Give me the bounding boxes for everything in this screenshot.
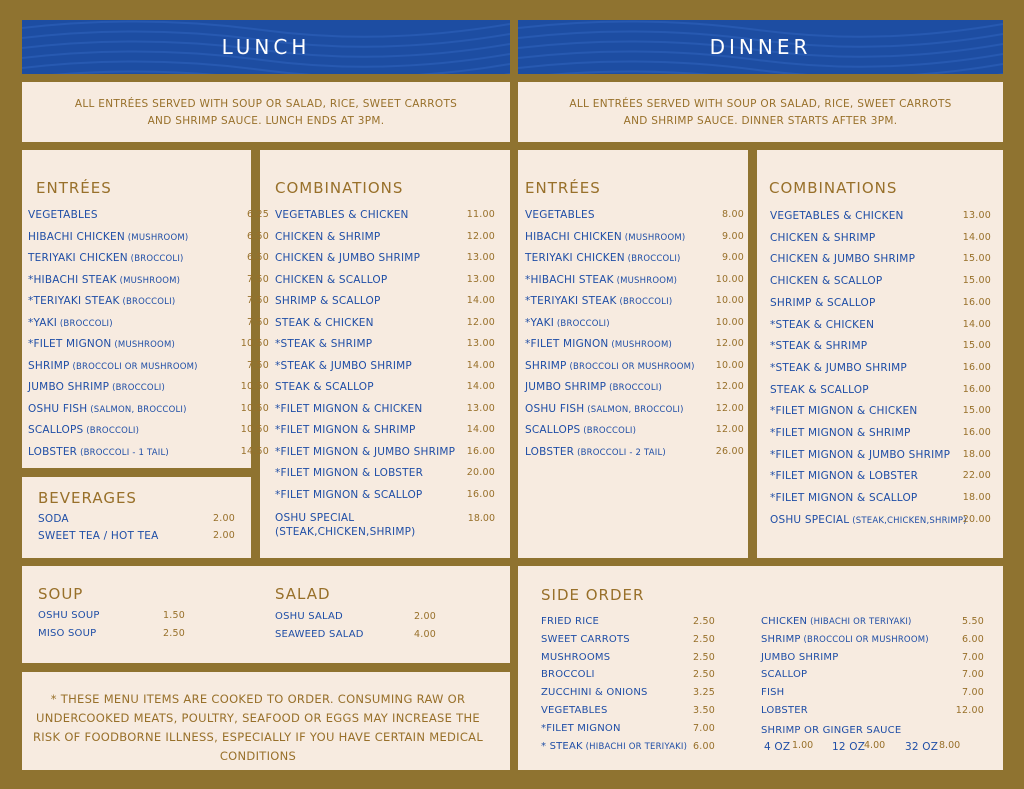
item-price: 5.50 bbox=[962, 616, 984, 627]
item-name: *TERIYAKI STEAK (BROCCOLI) bbox=[28, 295, 176, 307]
item-price: 26.00 bbox=[715, 445, 744, 457]
item-detail: (BROCCOLI) bbox=[606, 383, 662, 393]
dinner-entree-item bbox=[525, 272, 745, 288]
dinner-title: DINNER bbox=[709, 35, 812, 59]
item-price: 10.50 bbox=[240, 381, 269, 392]
item-price: 14.00 bbox=[962, 231, 991, 243]
item-price: 13.00 bbox=[466, 338, 495, 349]
dinner-combination-item bbox=[770, 230, 995, 246]
lunch-header bbox=[22, 20, 510, 74]
item-price: 20.00 bbox=[962, 513, 991, 525]
dinner-entree-item bbox=[525, 207, 745, 223]
item-name: *FILET MIGNON (MUSHROOM) bbox=[28, 338, 175, 350]
item-price: 20.00 bbox=[466, 467, 495, 478]
item-name: *FILET MIGNON & JUMBO SHRIMP bbox=[770, 448, 951, 461]
lunch-combination-item bbox=[275, 358, 505, 374]
item-name: *FILET MIGNON & CHICKEN bbox=[275, 402, 423, 415]
item-detail: (MUSHROOM) bbox=[124, 232, 189, 243]
item-name: *FILET MIGNON & LOBSTER bbox=[770, 470, 919, 483]
item-name: *STEAK & SHRIMP bbox=[770, 340, 868, 353]
side-order-item bbox=[541, 721, 721, 737]
item-price: 6.50 bbox=[247, 230, 269, 242]
item-name: OSHU SOUP bbox=[38, 610, 100, 621]
item-detail: (STEAK,CHICKEN,SHRIMP) bbox=[849, 515, 967, 526]
lunch-combination-item bbox=[275, 272, 505, 288]
side-order-item bbox=[541, 650, 721, 666]
item-price: 13.00 bbox=[962, 210, 991, 221]
dinner-entrees-title: ENTRÉES bbox=[525, 179, 601, 197]
lunch-combination-item bbox=[275, 444, 505, 460]
item-price: 13.00 bbox=[466, 273, 495, 285]
item-price: 14.00 bbox=[962, 318, 991, 330]
side-order-item bbox=[541, 632, 721, 648]
item-name: BROCCOLI bbox=[541, 669, 595, 681]
lunch-entree-item bbox=[28, 272, 269, 288]
dinner-combination-item bbox=[770, 403, 995, 419]
item-name: LOBSTER (BROCCOLI - 1 TAIL) bbox=[28, 445, 169, 458]
item-name: *FILET MIGNON & LOBSTER bbox=[275, 467, 424, 479]
dinner-header bbox=[518, 20, 1003, 74]
item-name: HIBACHI CHICKEN (MUSHROOM) bbox=[28, 230, 189, 243]
side-order-item bbox=[541, 685, 721, 701]
item-name: SWEET TEA / HOT TEA bbox=[38, 529, 159, 542]
item-price: 10.00 bbox=[715, 295, 744, 306]
item-detail: (HIBACHI OR TERIYAKI) bbox=[582, 741, 688, 752]
lunch-title: LUNCH bbox=[221, 35, 311, 59]
dinner-combination-item bbox=[770, 468, 995, 484]
item-price: 16.00 bbox=[962, 361, 991, 373]
item-price: 7.50 bbox=[247, 295, 269, 306]
item-price: 14.00 bbox=[466, 381, 495, 392]
item-price: 7.00 bbox=[962, 669, 984, 681]
lunch-entree-item bbox=[28, 207, 269, 223]
lunch-combinations-title: COMBINATIONS bbox=[275, 179, 404, 197]
item-name: VEGETABLES & CHICKEN bbox=[275, 209, 409, 221]
lunch-combination-item bbox=[275, 336, 505, 352]
item-price: 16.00 bbox=[962, 296, 991, 308]
item-name: CHICKEN & SHRIMP bbox=[770, 231, 876, 244]
item-price: 9.00 bbox=[722, 230, 744, 242]
item-detail: (BROCCOLI) bbox=[554, 318, 610, 329]
item-detail: (MUSHROOM) bbox=[613, 275, 678, 286]
salad-item bbox=[275, 609, 445, 625]
item-price: 12.00 bbox=[715, 338, 744, 349]
item-detail: (SALMON, BROCCOLI) bbox=[87, 404, 187, 415]
item-price: 6.00 bbox=[693, 740, 715, 752]
dinner-combination-item bbox=[770, 295, 995, 311]
item-name: SCALLOP bbox=[761, 669, 808, 681]
dinner-combination-item bbox=[770, 338, 995, 354]
lunch-entree-item bbox=[28, 336, 269, 352]
item-detail: (SALMON, BROCCOLI) bbox=[584, 404, 684, 415]
item-detail: (BROCCOLI) bbox=[109, 383, 165, 393]
item-name: *YAKI (BROCCOLI) bbox=[28, 316, 113, 329]
item-price: 12.00 bbox=[715, 424, 744, 435]
salad-item bbox=[275, 627, 445, 643]
dinner-combination-item bbox=[770, 251, 995, 267]
item-price: 14.50 bbox=[240, 445, 269, 457]
item-price: 18.00 bbox=[962, 448, 991, 460]
item-price: 11.00 bbox=[466, 209, 495, 220]
item-detail: (MUSHROOM) bbox=[116, 275, 181, 286]
side-order-item bbox=[541, 703, 721, 719]
dinner-entree-item bbox=[525, 336, 745, 352]
item-detail: (HIBACHI OR TERIYAKI) bbox=[807, 617, 912, 627]
item-detail: (BROCCOLI) bbox=[624, 254, 681, 264]
item-detail: (BROCCOLI) bbox=[83, 426, 140, 436]
item-name: SCALLOPS (BROCCOLI) bbox=[28, 424, 140, 436]
sauce-size-12oz: 12 OZ bbox=[832, 741, 866, 753]
item-price: 15.00 bbox=[962, 275, 991, 287]
item-name: JUMBO SHRIMP (BROCCOLI) bbox=[28, 381, 165, 393]
item-price: 18.00 bbox=[962, 492, 991, 504]
item-detail: (BROCCOLI) bbox=[616, 297, 673, 307]
item-price: 2.00 bbox=[213, 513, 235, 524]
item-price: 12.00 bbox=[715, 381, 744, 392]
side-order-item bbox=[761, 703, 991, 719]
item-name: SCALLOPS (BROCCOLI) bbox=[525, 424, 637, 436]
beverage-item bbox=[38, 528, 238, 544]
sauce-price-12oz: 4.00 bbox=[864, 740, 886, 751]
dinner-combination-item bbox=[770, 447, 995, 463]
dinner-entree-item bbox=[525, 293, 745, 309]
dinner-combination-item bbox=[770, 208, 995, 224]
item-price: 13.00 bbox=[466, 252, 495, 263]
dinner-entree-item bbox=[525, 379, 745, 395]
item-price: 6.00 bbox=[962, 633, 984, 645]
lunch-entree-item bbox=[28, 401, 269, 417]
lunch-entree-item bbox=[28, 293, 269, 309]
item-price: 12.00 bbox=[955, 705, 984, 716]
item-detail: (BROCCOLI) bbox=[127, 254, 184, 264]
item-price: 6.25 bbox=[247, 209, 269, 220]
item-name: *FILET MIGNON & SHRIMP bbox=[275, 424, 416, 436]
side-order-item bbox=[541, 614, 721, 630]
item-name: CHICKEN & SCALLOP bbox=[275, 273, 388, 286]
beverages-title: BEVERAGES bbox=[38, 489, 137, 507]
item-detail: (BROCCOLI OR MUSHROOM) bbox=[566, 361, 695, 372]
item-name: CHICKEN & SHRIMP bbox=[275, 230, 381, 243]
lunch-entree-item bbox=[28, 315, 269, 331]
item-price: 16.00 bbox=[962, 427, 991, 438]
item-price: 12.00 bbox=[466, 316, 495, 328]
side-order-item bbox=[761, 685, 991, 701]
lunch-combination-item bbox=[275, 487, 505, 503]
item-name: OSHU SPECIAL (STEAK,CHICKEN,SHRIMP) bbox=[770, 513, 967, 526]
item-price: 10.50 bbox=[240, 424, 269, 435]
dinner-note-panel bbox=[518, 82, 1003, 142]
soup-item bbox=[38, 608, 198, 624]
dinner-combination-item bbox=[770, 512, 995, 528]
beverage-item bbox=[38, 511, 238, 527]
lunch-combination-item bbox=[275, 229, 505, 245]
footnote-text: * THESE MENU ITEMS ARE COOKED TO ORDER. CONSUMING RAW OR UNDERCOOKED MEATS, POULTRY, SEAFOOD OR EGGS MAY INCREASE THE RISK OF FOODBORNE ILLNESS, ESPECIALLY IF YOU HAVE CERTAIN MEDICAL CONDITIONS bbox=[32, 692, 484, 763]
dinner-combination-item bbox=[770, 317, 995, 333]
item-name: TERIYAKI CHICKEN (BROCCOLI) bbox=[525, 252, 681, 264]
item-price: 14.00 bbox=[466, 424, 495, 435]
dinner-entree-item bbox=[525, 229, 745, 245]
item-price: 2.50 bbox=[693, 651, 715, 663]
item-price: 7.50 bbox=[247, 359, 269, 371]
item-price: 2.50 bbox=[693, 669, 715, 681]
item-name: *STEAK & CHICKEN bbox=[770, 318, 875, 331]
dinner-combination-item bbox=[770, 273, 995, 289]
item-detail: (MUSHROOM) bbox=[621, 232, 686, 243]
lunch-combination-item bbox=[275, 465, 505, 481]
dinner-entree-item bbox=[525, 401, 745, 417]
item-name: VEGETABLES bbox=[28, 209, 98, 221]
item-name: LOBSTER (BROCCOLI - 2 TAIL) bbox=[525, 445, 666, 458]
item-name: MUSHROOMS bbox=[541, 651, 611, 663]
side-order-item bbox=[761, 614, 991, 630]
item-price: 8.00 bbox=[722, 209, 744, 220]
item-price: 9.00 bbox=[722, 252, 744, 263]
dinner-combination-item bbox=[770, 382, 995, 398]
soup-title: SOUP bbox=[38, 585, 84, 603]
item-price: 13.00 bbox=[466, 402, 495, 414]
item-name: STEAK & SCALLOP bbox=[275, 381, 374, 393]
item-price: 15.00 bbox=[962, 253, 991, 265]
item-name: *HIBACHI STEAK (MUSHROOM) bbox=[525, 273, 678, 286]
item-name: STEAK & CHICKEN bbox=[275, 316, 374, 329]
item-name: JUMBO SHRIMP bbox=[761, 651, 839, 663]
item-price: 10.50 bbox=[240, 402, 269, 414]
salad-title: SALAD bbox=[275, 585, 331, 603]
item-name: *FILET MIGNON (MUSHROOM) bbox=[525, 338, 672, 350]
item-price: 2.00 bbox=[213, 529, 235, 541]
item-name: OSHU SALAD bbox=[275, 611, 343, 622]
item-price: 22.00 bbox=[962, 470, 991, 482]
item-detail: (BROCCOLI OR MUSHROOM) bbox=[69, 361, 198, 372]
lunch-special-price: 18.00 bbox=[467, 513, 495, 524]
lunch-entree-item bbox=[28, 444, 269, 460]
lunch-entree-item bbox=[28, 229, 269, 245]
item-name: CHICKEN & SCALLOP bbox=[770, 275, 883, 288]
item-price: 15.00 bbox=[962, 405, 991, 417]
item-name: SEAWEED SALAD bbox=[275, 629, 364, 640]
lunch-entree-item bbox=[28, 250, 269, 266]
item-price: 2.00 bbox=[414, 611, 436, 622]
item-name: VEGETABLES & CHICKEN bbox=[770, 210, 904, 222]
item-price: 14.00 bbox=[466, 295, 495, 306]
lunch-combination-item bbox=[275, 207, 505, 223]
side-order-item bbox=[541, 739, 721, 755]
sauce-size-32oz: 32 OZ bbox=[905, 741, 939, 753]
item-price: 16.00 bbox=[466, 488, 495, 500]
item-name: *STEAK & SHRIMP bbox=[275, 338, 373, 350]
item-price: 10.00 bbox=[715, 316, 744, 328]
item-name: *FILET MIGNON bbox=[541, 722, 621, 734]
side-order-item bbox=[761, 632, 991, 648]
item-price: 7.50 bbox=[247, 316, 269, 328]
item-name: *STEAK & JUMBO SHRIMP bbox=[275, 359, 412, 372]
dinner-combination-item bbox=[770, 425, 995, 441]
item-price: 10.00 bbox=[715, 359, 744, 371]
sauce-size-4oz: 4 OZ bbox=[764, 741, 791, 753]
item-price: 2.50 bbox=[163, 628, 185, 639]
lunch-combination-item bbox=[275, 293, 505, 309]
item-name: SHRIMP (BROCCOLI OR MUSHROOM) bbox=[28, 359, 198, 372]
lunch-combination-item bbox=[275, 379, 505, 395]
item-price: 3.50 bbox=[693, 705, 715, 716]
item-detail: (BROCCOLI) bbox=[580, 426, 637, 436]
lunch-special-name: OSHU SPECIAL (STEAK,CHICKEN,SHRIMP) bbox=[275, 512, 416, 538]
item-name: *FILET MIGNON & SCALLOP bbox=[770, 492, 918, 505]
lunch-combination-item bbox=[275, 250, 505, 266]
item-name: MISO SOUP bbox=[38, 628, 97, 639]
item-name: HIBACHI CHICKEN (MUSHROOM) bbox=[525, 230, 686, 243]
lunch-entree-item bbox=[28, 422, 269, 438]
side-order-item bbox=[761, 667, 991, 683]
item-detail: (BROCCOLI OR MUSHROOM) bbox=[800, 634, 929, 645]
lunch-note: ALL ENTRÉES SERVED WITH SOUP OR SALAD, RICE, SWEET CARROTS AND SHRIMP SAUCE. LUNCH ENDS AT 3PM. bbox=[74, 98, 458, 127]
item-name: ZUCCHINI & ONIONS bbox=[541, 687, 648, 699]
item-name: VEGETABLES bbox=[525, 209, 595, 221]
sauce-price-32oz: 8.00 bbox=[939, 740, 961, 751]
item-price: 7.00 bbox=[693, 722, 715, 734]
item-price: 14.00 bbox=[466, 359, 495, 371]
item-name: OSHU FISH (SALMON, BROCCOLI) bbox=[28, 402, 187, 415]
dinner-combination-item bbox=[770, 490, 995, 506]
item-name: *YAKI (BROCCOLI) bbox=[525, 316, 610, 329]
dinner-combinations-title: COMBINATIONS bbox=[769, 179, 898, 197]
item-price: 2.50 bbox=[693, 616, 715, 627]
item-detail: (BROCCOLI) bbox=[57, 318, 113, 329]
item-detail: (BROCCOLI) bbox=[119, 297, 176, 307]
item-name: SHRIMP & SCALLOP bbox=[770, 296, 876, 309]
item-name: *FILET MIGNON & SHRIMP bbox=[770, 427, 911, 439]
item-name: VEGETABLES bbox=[541, 705, 608, 716]
side-order-item bbox=[541, 667, 721, 683]
item-price: 7.00 bbox=[962, 651, 984, 663]
side-order-title: SIDE ORDER bbox=[541, 586, 645, 604]
item-name: *HIBACHI STEAK (MUSHROOM) bbox=[28, 273, 181, 286]
item-price: 7.00 bbox=[962, 687, 984, 699]
lunch-note-panel bbox=[22, 82, 510, 142]
lunch-combination-item bbox=[275, 422, 505, 438]
item-detail: (BROCCOLI - 1 TAIL) bbox=[77, 447, 169, 458]
item-name: *FILET MIGNON & JUMBO SHRIMP bbox=[275, 445, 456, 458]
item-price: 1.50 bbox=[163, 610, 185, 621]
item-name: FRIED RICE bbox=[541, 616, 600, 627]
sauce-price-4oz: 1.00 bbox=[792, 740, 814, 751]
item-name: OSHU FISH (SALMON, BROCCOLI) bbox=[525, 402, 684, 415]
item-name: CHICKEN & JUMBO SHRIMP bbox=[275, 252, 421, 264]
dinner-entree-item bbox=[525, 444, 745, 460]
item-detail: (BROCCOLI - 2 TAIL) bbox=[574, 447, 666, 458]
item-name: *FILET MIGNON & CHICKEN bbox=[770, 405, 918, 418]
item-price: 12.00 bbox=[715, 402, 744, 414]
item-detail: (MUSHROOM) bbox=[111, 340, 175, 350]
item-price: 6.50 bbox=[247, 252, 269, 263]
dinner-entree-item bbox=[525, 358, 745, 374]
item-price: 16.00 bbox=[962, 383, 991, 395]
item-name: FISH bbox=[761, 687, 785, 699]
item-name: SWEET CARROTS bbox=[541, 633, 630, 645]
soup-item bbox=[38, 626, 198, 642]
side-order-item bbox=[761, 650, 991, 666]
item-name: *TERIYAKI STEAK (BROCCOLI) bbox=[525, 295, 673, 307]
item-price: 10.00 bbox=[715, 273, 744, 285]
item-price: 7.50 bbox=[247, 273, 269, 285]
dinner-entree-item bbox=[525, 250, 745, 266]
item-name: CHICKEN (HIBACHI OR TERIYAKI) bbox=[761, 616, 912, 627]
item-name: TERIYAKI CHICKEN (BROCCOLI) bbox=[28, 252, 184, 264]
item-price: 4.00 bbox=[414, 629, 436, 640]
sauce-label: SHRIMP OR GINGER SAUCE bbox=[761, 725, 902, 736]
item-name: *FILET MIGNON & SCALLOP bbox=[275, 488, 423, 501]
item-price: 3.25 bbox=[693, 687, 715, 699]
item-name: SODA bbox=[38, 513, 69, 525]
item-name: SHRIMP (BROCCOLI OR MUSHROOM) bbox=[525, 359, 695, 372]
item-detail: (MUSHROOM) bbox=[608, 340, 672, 350]
dinner-combination-item bbox=[770, 360, 995, 376]
item-name: LOBSTER bbox=[761, 705, 808, 716]
item-name: SHRIMP (BROCCOLI OR MUSHROOM) bbox=[761, 633, 929, 645]
lunch-entree-item bbox=[28, 379, 269, 395]
item-name: * STEAK (HIBACHI OR TERIYAKI) bbox=[541, 740, 688, 752]
dinner-note: ALL ENTRÉES SERVED WITH SOUP OR SALAD, RICE, SWEET CARROTS AND SHRIMP SAUCE. DINNER STARTS AFTER 3PM. bbox=[569, 98, 952, 127]
item-price: 15.00 bbox=[962, 340, 991, 352]
dinner-entree-item bbox=[525, 422, 745, 438]
lunch-entrees-title: ENTRÉES bbox=[36, 179, 112, 197]
item-price: 10.50 bbox=[240, 338, 269, 349]
item-name: CHICKEN & JUMBO SHRIMP bbox=[770, 253, 916, 266]
item-name: STEAK & SCALLOP bbox=[770, 383, 869, 396]
item-price: 12.00 bbox=[466, 230, 495, 242]
lunch-combination-item bbox=[275, 401, 505, 417]
item-name: JUMBO SHRIMP (BROCCOLI) bbox=[525, 381, 662, 393]
lunch-entree-item bbox=[28, 358, 269, 374]
item-name: *STEAK & JUMBO SHRIMP bbox=[770, 361, 907, 374]
item-name: SHRIMP & SCALLOP bbox=[275, 295, 381, 307]
item-price: 2.50 bbox=[693, 633, 715, 645]
dinner-entree-item bbox=[525, 315, 745, 331]
item-price: 16.00 bbox=[466, 445, 495, 457]
lunch-combination-item bbox=[275, 315, 505, 331]
